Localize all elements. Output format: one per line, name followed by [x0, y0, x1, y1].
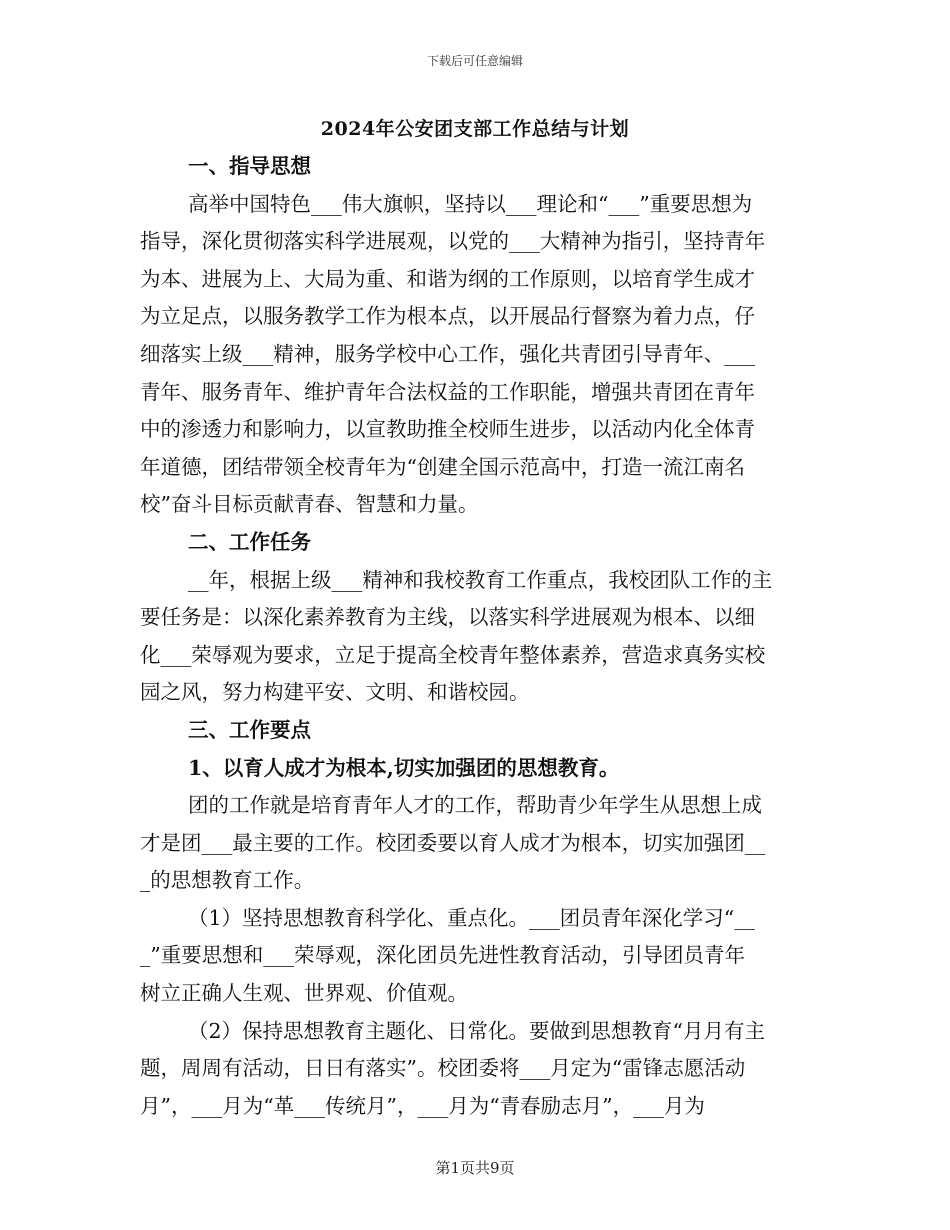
- paragraph-line: 树立正确人生观、世界观、价值观。: [140, 981, 468, 1006]
- paragraph-line: 才是团___最主要的工作。校团委要以育人成才为根本，切实加强团__: [140, 830, 766, 855]
- paragraph-line: 园之风，努力构建平安、文明、和谐校园。: [140, 680, 530, 705]
- paragraph-line: 校”奋斗目标贡献青春、智慧和力量。: [140, 492, 479, 517]
- paragraph-line: 中的渗透力和影响力，以宣教助推全校师生进步，以活动内化全体青: [140, 417, 755, 442]
- paragraph-line: _的思想教育工作。: [140, 868, 315, 893]
- paragraph-line: （1）坚持思想教育科学化、重点化。___团员青年深化学习“__: [188, 905, 755, 930]
- paragraph-line: 要任务是：以深化素养教育为主线，以落实科学进展观为根本、以细: [140, 605, 755, 630]
- paragraph-line: __年，根据上级___精神和我校教育工作重点，我校团队工作的主: [188, 567, 773, 592]
- paragraph-line: 化___荣辱观为要求，立足于提高全校青年整体素养，营造求真务实校: [140, 642, 766, 667]
- paragraph-line: 青年、服务青年、维护青年合法权益的工作职能，增强共青团在青年: [140, 379, 755, 404]
- paragraph-line: 高举中国特色___伟大旗帜，坚持以___理论和“___”重要思想为: [188, 191, 753, 216]
- paragraph-line: 细落实上级___精神，服务学校中心工作，强化共青团引导青年、___: [140, 341, 755, 366]
- paragraph-line: 为立足点，以服务教学工作为根本点，以开展品行督察为着力点，仔: [140, 304, 755, 329]
- paragraph-line: 题，周周有活动，日日有落实”。校团委将___月定为“雷锋志愿活动: [140, 1056, 746, 1081]
- paragraph-line: 为本、进展为上、大局为重、和谐为纲的工作原则，以培育学生成才: [140, 266, 755, 291]
- section-heading: 二、工作任务: [188, 529, 311, 554]
- paragraph-line: 团的工作就是培育青年人才的工作，帮助青少年学生从思想上成: [188, 793, 762, 818]
- section-heading: 三、工作要点: [188, 717, 311, 742]
- paragraph-line: _”重要思想和___荣辱观，深化团员先进性教育活动，引导团员青年: [140, 943, 745, 968]
- page-footer: 第1页共9页: [435, 1159, 515, 1177]
- header-note: 下载后可任意编辑: [426, 54, 523, 68]
- document-body: [140, 148, 808, 1125]
- document-title: 2024年公安团支部工作总结与计划: [320, 118, 630, 140]
- paragraph-line: 年道德，团结带领全校青年为“创建全国示范高中，打造一流江南名: [140, 454, 745, 479]
- section-heading: 1、以育人成才为根本,切实加强团的思想教育。: [188, 755, 620, 780]
- paragraph-line: （2）保持思想教育主题化、日常化。要做到思想教育“月月有主: [188, 1018, 766, 1043]
- paragraph-line: 指导，深化贯彻落实科学进展观，以党的___大精神为指引，坚持青年: [140, 229, 766, 254]
- section-heading: 一、指导思想: [188, 154, 311, 178]
- paragraph-line: 月”，___月为“革___传统月”，___月为“青春励志月”，___月为: [140, 1093, 705, 1118]
